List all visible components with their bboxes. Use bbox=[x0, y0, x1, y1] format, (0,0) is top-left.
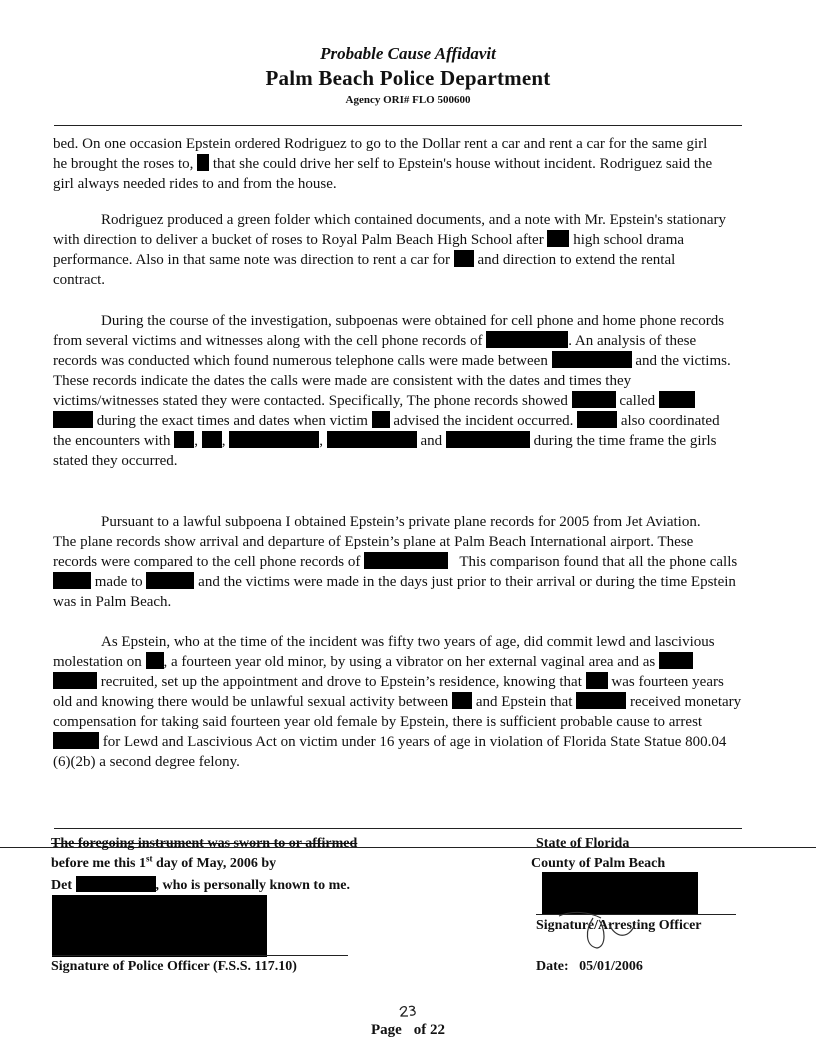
page-label: Page bbox=[370, 1022, 402, 1038]
text-line: bed. On one occasion Epstein ordered Rodriguez to go to the Dollar rent a car and rent a car for the same girl bbox=[53, 136, 708, 152]
redaction-block bbox=[552, 351, 632, 368]
redaction-block bbox=[577, 411, 617, 428]
redaction-block bbox=[53, 572, 91, 589]
redaction-block bbox=[229, 431, 319, 448]
redaction-block bbox=[586, 672, 608, 689]
redaction-block bbox=[452, 692, 472, 709]
redaction-block bbox=[202, 431, 222, 448]
handwritten-page-number bbox=[402, 1016, 414, 1039]
paragraph-2 bbox=[53, 210, 787, 290]
department-name: Palm Beach Police Department bbox=[265, 66, 551, 90]
text-line: performance. Also in that same note was direction to rent a car for and direction to extend the rental bbox=[53, 252, 676, 268]
redaction-block bbox=[53, 672, 97, 689]
text-line: old and knowing there would be unlawful sexual activity between and Epstein that received monetary bbox=[53, 694, 742, 710]
text-line: The plane records show arrival and departure of Epstein’s plane at Palm Beach International airport. These bbox=[53, 534, 694, 550]
header-rule bbox=[54, 125, 742, 126]
text-line: compensation for taking said fourteen year old female by Epstein, there is sufficient probable cause to arrest bbox=[53, 714, 703, 730]
redaction-block bbox=[327, 431, 417, 448]
detective-line: Det , who is personally known to me. bbox=[51, 878, 350, 893]
text-line: girl always needed rides to and from the house. bbox=[53, 176, 337, 192]
text-line: During the course of the investigation, subpoenas were obtained for cell phone and home phone records bbox=[101, 313, 725, 329]
officer-signature-line bbox=[52, 955, 348, 956]
arresting-signature-line bbox=[536, 914, 736, 915]
paragraph-1 bbox=[53, 134, 787, 194]
redaction-block bbox=[197, 154, 209, 171]
arresting-signature-redaction bbox=[542, 872, 698, 914]
text-line: As Epstein, who at the time of the incident was fifty two years of age, did commit lewd and lascivious bbox=[101, 634, 715, 650]
text-line: with direction to deliver a bucket of roses to Royal Palm Beach High School after high school drama bbox=[53, 232, 685, 248]
redaction-block bbox=[486, 331, 568, 348]
text-line: records were compared to the cell phone records of This comparison found that all the phone calls bbox=[53, 554, 738, 570]
redaction-block bbox=[372, 411, 390, 428]
text-line: the encounters with , , , and during the time frame the girls bbox=[53, 433, 717, 449]
redaction-block bbox=[174, 431, 194, 448]
officer-signature-redaction bbox=[52, 895, 267, 957]
text-line: These records indicate the dates the calls were made are consistent with the dates and times they bbox=[53, 373, 632, 389]
text-line: was in Palm Beach. bbox=[53, 594, 172, 610]
redaction-block bbox=[454, 250, 474, 267]
county-label: County of Palm Beach bbox=[531, 856, 666, 871]
page-of-total: of 22 bbox=[413, 1022, 446, 1038]
sworn-statement-line: The foregoing instrument was sworn to or affirmed bbox=[51, 836, 358, 851]
redaction-block bbox=[146, 572, 194, 589]
redaction-block bbox=[572, 391, 616, 408]
redaction-block bbox=[659, 391, 695, 408]
redaction-block bbox=[659, 652, 693, 669]
text-line: contract. bbox=[53, 272, 106, 288]
redaction-block bbox=[76, 876, 156, 892]
text-line: Pursuant to a lawful subpoena I obtained Epstein’s private plane records for 2005 from Jet Aviation. bbox=[101, 514, 701, 530]
redaction-block bbox=[446, 431, 530, 448]
redaction-block bbox=[576, 692, 626, 709]
signature-rule bbox=[54, 828, 742, 829]
paragraph-5 bbox=[53, 632, 787, 772]
text-line: recruited, set up the appointment and drove to Epstein’s residence, knowing that was fourteen years bbox=[53, 672, 787, 692]
state-label: State of Florida bbox=[536, 836, 630, 851]
agency-ori: Agency ORI# FLO 500600 bbox=[345, 94, 471, 106]
paragraph-4 bbox=[53, 512, 787, 612]
text-line: Rodriguez produced a green folder which contained documents, and a note with Mr. Epstein's stationary bbox=[101, 212, 727, 228]
text-line: for Lewd and Lascivious Act on victim under 16 years of age in violation of Florida State Statue 800.04 bbox=[53, 732, 787, 752]
text-line: victims/witnesses stated they were contacted. Specifically, The phone records showed called bbox=[53, 391, 787, 411]
redaction-block bbox=[53, 732, 99, 749]
text-line: (6)(2b) a second degree felony. bbox=[53, 754, 240, 770]
document-title: Probable Cause Affidavit bbox=[320, 44, 496, 63]
text-line: molestation on , a fourteen year old minor, by using a vibrator on her external vaginal area and as bbox=[53, 652, 787, 672]
page-footer bbox=[0, 1016, 816, 1039]
text-line: from several victims and witnesses along with the cell phone records of . An analysis of these bbox=[53, 333, 697, 349]
text-line: records was conducted which found numerous telephone calls were made between and the victims. bbox=[53, 353, 731, 369]
text-line: he brought the roses to, that she could drive her self to Epstein's house without incident. Rodriguez said the bbox=[53, 156, 713, 172]
arresting-officer-caption: Signature/Arresting Officer bbox=[536, 918, 702, 933]
text-line: during the exact times and dates when victim advised the incident occurred. also coordinated bbox=[53, 411, 787, 431]
date-line: Date: 05/01/2006 bbox=[536, 959, 643, 974]
officer-signature-caption: Signature of Police Officer (F.S.S. 117.10) bbox=[51, 959, 297, 974]
redaction-block bbox=[547, 230, 569, 247]
redaction-block bbox=[146, 652, 164, 669]
sworn-date-line: before me this 1st day of May, 2006 by bbox=[51, 853, 277, 871]
redaction-block bbox=[53, 411, 93, 428]
text-line: stated they occurred. bbox=[53, 453, 178, 469]
paragraph-3 bbox=[53, 311, 787, 471]
redaction-block bbox=[364, 552, 448, 569]
text-line: made to and the victims were made in the days just prior to their arrival or during the time Epstein bbox=[53, 572, 787, 592]
